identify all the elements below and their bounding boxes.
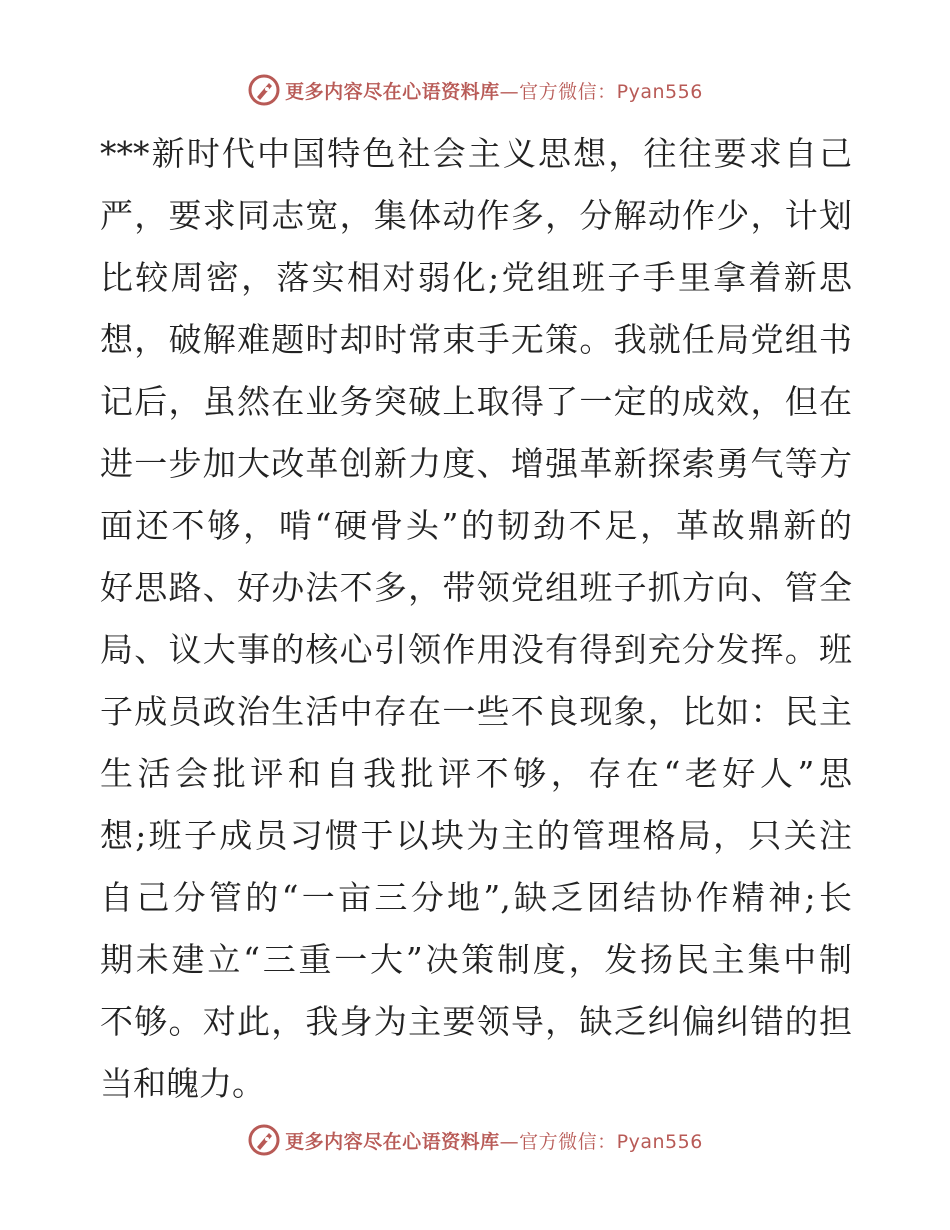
text-line: 面还不够，啃“硬骨头”的韧劲不足，革故鼎新的 (100, 506, 852, 545)
banner-brand: 更多内容尽在心语资料库 (285, 80, 500, 103)
banner-text (285, 77, 703, 104)
text-line: 比较周密，落实相对弱化;党组班子手里拿着新思 (100, 258, 852, 297)
banner-contact: 官方微信：Pyan556 (519, 1130, 703, 1153)
text-line: 进一步加大改革创新力度、增强革新探索勇气等方 (100, 444, 852, 483)
pen-nib-logo-icon (247, 73, 281, 107)
text-line: 不够。对此，我身为主要领导，缺乏纠偏纠错的担 (100, 1002, 852, 1041)
text-line: 想，破解难题时却时常束手无策。我就任局党组书 (100, 320, 852, 359)
text-line: 记后，虽然在业务突破上取得了一定的成效，但在 (100, 382, 852, 421)
pen-nib-logo-icon (247, 1123, 281, 1157)
banner-brand: 更多内容尽在心语资料库 (285, 1130, 500, 1153)
text-line: 严，要求同志宽，集体动作多，分解动作少，计划 (100, 196, 852, 235)
document-body (100, 123, 852, 1115)
text-line: 局、议大事的核心引领作用没有得到充分发挥。班 (100, 630, 852, 669)
text-line: 好思路、好办法不多，带领党组班子抓方向、管全 (100, 568, 852, 607)
footer-watermark-banner (0, 1120, 950, 1160)
text-line: 想;班子成员习惯于以块为主的管理格局，只关注 (100, 816, 852, 855)
banner-text (285, 1127, 703, 1154)
text-line: 生活会批评和自我批评不够，存在“老好人”思 (100, 754, 852, 793)
banner-contact: 官方微信：Pyan556 (519, 80, 703, 103)
text-line: 期未建立“三重一大”决策制度，发扬民主集中制 (100, 940, 852, 979)
banner-dash: — (499, 1130, 520, 1153)
text-line: 子成员政治生活中存在一些不良现象，比如：民主 (100, 692, 852, 731)
header-watermark-banner (0, 70, 950, 110)
text-line: 当和魄力。 (100, 1064, 265, 1103)
text-line: 自己分管的“一亩三分地”,缺乏团结协作精神;长 (100, 878, 852, 917)
banner-dash: — (499, 80, 520, 103)
text-line: ***新时代中国特色社会主义思想，往往要求自己 (100, 134, 852, 173)
